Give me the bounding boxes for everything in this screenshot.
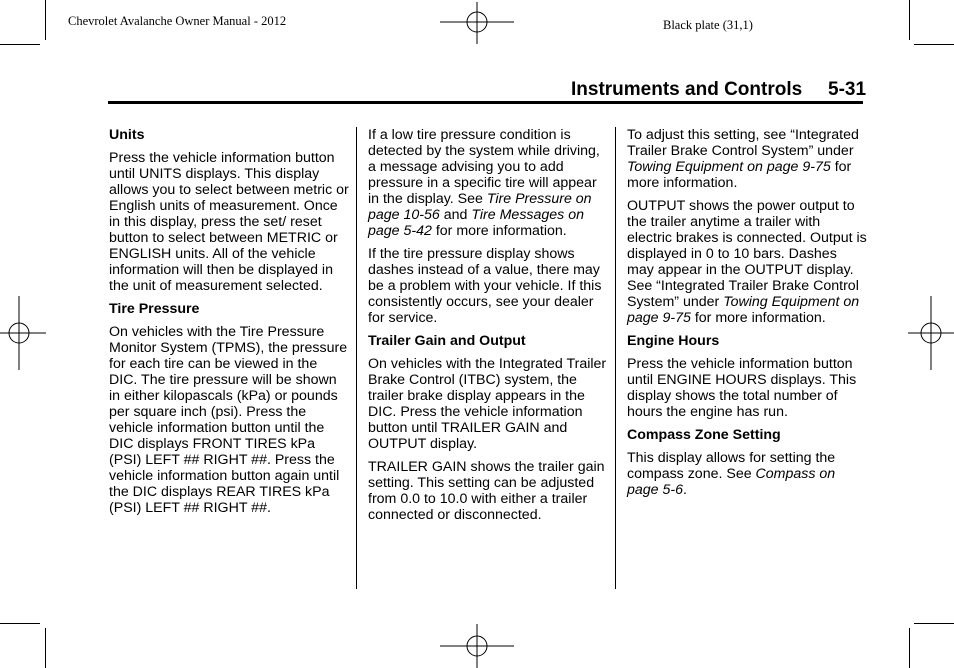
registration-mark-top-icon [440,2,514,44]
compass-text-a: This display allows for setting the compass zone. See [627,450,836,482]
tire-pressure-reference-link[interactable]: Tire Pressure on page 10-56 [368,191,592,223]
plate-label: Black plate (31,1) [663,18,753,32]
trailer-gain-setting-paragraph: TRAILER GAIN shows the trailer gain setting. This setting can be adjusted from 0.0 to 10.0 with either a trailer connected or disconnected. [368,459,605,523]
registration-mark-left-icon [0,296,46,370]
towing-equipment-reference-link[interactable]: Towing Equipment on page 9-75 [627,159,831,175]
column-1 [109,127,349,523]
units-heading: Units [109,127,145,143]
crop-mark-bottom-right-h [914,623,954,624]
crop-mark-bottom-right-v [909,628,910,668]
low-tire-text-b: for more information. [431,223,567,239]
low-tire-paragraph [368,127,608,239]
compass-text-b: . [683,482,687,498]
manual-title: Chevrolet Avalanche Owner Manual - 2012 [68,14,287,28]
crop-mark-top-right-h [914,44,954,45]
column-divider-2 [615,127,616,589]
dashes-paragraph: If the tire pressure display shows dashes instead of a value, there may be a problem with your vehicle. If this consistently occurs, see your dealer for service. [368,246,602,326]
crop-mark-top-left-h [0,44,40,45]
crop-mark-top-right-v [909,0,910,40]
crop-mark-top-left-v [45,0,46,40]
column-divider-1 [356,127,357,589]
crop-mark-bottom-left-h [0,623,40,624]
low-tire-text-a: If a low tire pressure condition is detected by the system while driving, a message advising you to add pressure in a specific tire will appear in the display. See [368,127,600,207]
registration-mark-right-icon [908,296,954,370]
page-number: 5-31 [828,79,867,100]
units-paragraph: Press the vehicle information button until UNITS displays. This display allows you to select between metric or English units of measurement. Once in this display, press the set/ reset button to select between METRIC or ENGLISH units. All of the vehicle information will then be displayed in the unit of measurement selected. [109,150,349,294]
tire-messages-reference-link[interactable]: Tire Messages on page 5-42 [368,207,584,239]
low-tire-text-and: and [439,207,472,223]
tire-pressure-paragraph: On vehicles with the Tire Pressure Monitor System (TPMS), the pressure for each tire can be viewed in the DIC. The tire pressure will be shown in either kilopascals (kPa) or pounds per square inch (psi). Press the vehicle information button until the DIC displays FRONT TIRES kPa (PSI) LEFT ## RIGHT ##. Press the vehicle information button again until the DIC displays REAR TIRES kPa (PSI) LEFT ## RIGHT ##. [109,324,348,516]
engine-hours-paragraph: Press the vehicle information button until ENGINE HOURS displays. This display shows the total number of hours the engine has run. [627,356,857,420]
adjust-text-b: for more information. [627,159,852,191]
trailer-gain-heading: Trailer Gain and Output [368,333,526,349]
output-text-a: OUTPUT shows the power output to the trailer anytime a trailer with electric brakes is connected. Output is displayed in 0 to 10 bars. Dashes may appear in the OUTPUT display. See “Integrated Trailer Brake Control System” under [627,198,867,310]
header-rule [108,101,863,104]
compass-reference-link[interactable]: Compass on page 5-6 [627,466,836,498]
adjust-text-a: To adjust this setting, see “Integrated Trailer Brake Control System” under [627,127,859,159]
output-paragraph [627,198,867,326]
column-3 [627,127,867,505]
adjust-setting-paragraph [627,127,867,191]
trailer-gain-paragraph: On vehicles with the Integrated Trailer Brake Control (ITBC) system, the trailer brake display appears in the DIC. Press the vehicle information button until TRAILER GAIN and OUTPUT display. [368,356,607,452]
towing-equipment-reference-link-2[interactable]: Towing Equipment on page 9-75 [627,294,860,326]
registration-mark-bottom-icon [440,624,514,668]
section-title: Instruments and Controls [571,79,803,100]
tire-pressure-heading: Tire Pressure [109,301,200,317]
crop-mark-bottom-left-v [45,628,46,668]
compass-zone-paragraph [627,450,867,498]
compass-zone-heading: Compass Zone Setting [627,427,781,443]
column-2 [368,127,608,530]
engine-hours-heading: Engine Hours [627,333,720,349]
output-text-b: for more information. [690,310,826,326]
